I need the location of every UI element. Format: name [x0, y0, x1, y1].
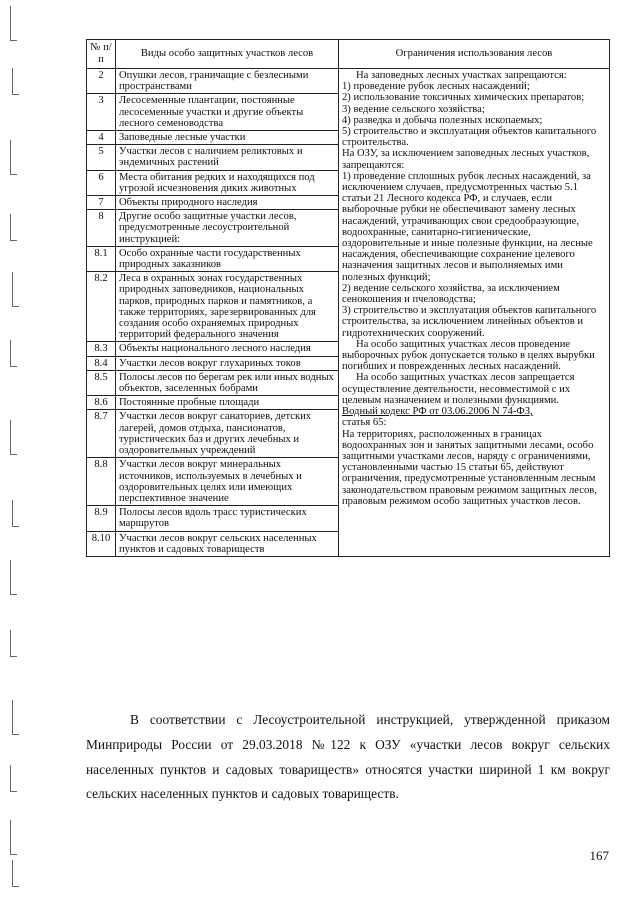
binding-mark: [10, 765, 17, 792]
body-paragraph: В соответствии с Лесоустроительной инструкцией, утвержденной приказом Минприроды России от 29.03.2018 №122 к ОЗУ «участки лесов вокруг сельских населенных пунктов и садовых товариществ» относятся участки шириной 1 км вокруг сельских населенных пунктов и садовых товариществ.: [86, 712, 610, 802]
restriction-paragraph: На особо защитных участках лесов запрещается осуществление деятельности, несовместимой с их целевым назначением и полезными функциями.: [342, 372, 575, 406]
binding-mark: [10, 820, 17, 855]
restriction-paragraph: 1) проведение рубок лесных насаждений;: [342, 81, 530, 93]
row-number: 8.2: [87, 272, 116, 342]
table-row: [87, 69, 610, 94]
binding-mark: [12, 500, 19, 527]
restrictions-cell: [339, 69, 610, 557]
binding-mark: [12, 272, 19, 307]
row-area-type: Полосы лесов по берегам рек или иных водных объектов, заселенных бобрами: [116, 370, 339, 395]
restriction-paragraph: На ОЗУ, за исключением заповедных лесных участков, запрещаются:: [342, 148, 590, 171]
row-number: 8.9: [87, 506, 116, 531]
row-number: 8.7: [87, 410, 116, 458]
binding-mark: [10, 630, 17, 657]
row-number: 8.10: [87, 531, 116, 556]
restriction-paragraph: 5) строительство и эксплуатация объектов капитального строительства.: [342, 126, 597, 149]
row-area-type: Объекты природного наследия: [116, 196, 339, 210]
row-number: 4: [87, 131, 116, 145]
restriction-paragraph: 1) проведение сплошных рубок лесных насаждений, за исключением случаев, предусмотренных частью 5.1 статьи 21 Лесного кодекса РФ, и случаев, если выборочные рубки не обеспечивают замену лесных насаждений, утрачивающих свои средообразующие, водоохранные, санитарно-гигиенические, оздоровительные и иные полезные функции, на лесные насаждения, обеспечивающие сохранение целевого назначения защитных лесов и выполняемых ими полезных функций;: [342, 170, 593, 283]
row-number: 8: [87, 210, 116, 247]
row-number: 8.3: [87, 342, 116, 356]
row-area-type: Участки лесов вокруг минеральных источников, используемых в лечебных и оздоровительных целях или имеющих перспективное значение: [116, 458, 339, 506]
table-header-row: [87, 40, 610, 69]
row-area-type: Лесосеменные плантации, постоянные лесосеменные участки и другие объекты лесного семеноводства: [116, 94, 339, 131]
page-number: 167: [589, 848, 609, 863]
row-area-type: Заповедные лесные участки: [116, 131, 339, 145]
row-area-type: Леса в охранных зонах государственных природных заповедников, национальных парков, природных парков и памятников, а также территориях, зарезервированных для создания особо охраняемых природных территорий федерального значения: [116, 272, 339, 342]
header-num: № п/п: [87, 40, 116, 69]
row-area-type: Постоянные пробные площади: [116, 396, 339, 410]
row-area-type: Места обитания редких и находящихся под угрозой исчезновения диких животных: [116, 170, 339, 195]
row-area-type: Объекты национального лесного наследия: [116, 342, 339, 356]
binding-mark: [10, 420, 17, 455]
restriction-paragraph: статья 65:: [342, 417, 387, 429]
restriction-paragraph: 3) ведение сельского хозяйства;: [342, 103, 485, 115]
binding-mark: [10, 140, 17, 175]
row-area-type: Участки лесов с наличием реликтовых и эндемичных растений: [116, 145, 339, 170]
header-types: Виды особо защитных участков лесов: [116, 40, 339, 69]
row-area-type: Полосы лесов вдоль трасс туристических маршрутов: [116, 506, 339, 531]
row-area-type: Особо охранные части государственных природных заказников: [116, 246, 339, 271]
ozu-table: [86, 39, 610, 557]
row-number: 2: [87, 69, 116, 94]
restriction-paragraph: 2) ведение сельского хозяйства, за исключением сенокошения и пчеловодства;: [342, 282, 560, 306]
restriction-paragraph: На заповедных лесных участках запрещаются:: [356, 70, 567, 81]
binding-mark: [10, 560, 17, 595]
row-area-type: Участки лесов вокруг санаториев, детских лагерей, домов отдыха, пансионатов, туристических баз и других лечебных и оздоровительных учреждений: [116, 410, 339, 458]
restriction-paragraph: 3) строительство и эксплуатация объектов капитального строительства, за исключением линейных объектов и гидротехнических сооружений.: [342, 305, 597, 339]
header-restrictions: Ограничения использования лесов: [339, 40, 610, 69]
binding-marks: [0, 0, 30, 905]
row-number: 6: [87, 170, 116, 195]
binding-mark: [12, 700, 19, 735]
row-number: 8.6: [87, 396, 116, 410]
restriction-paragraph: На особо защитных участках лесов проведение выборочных рубок допускается только в целях вырубки погибших и поврежденных лесных насаждений.: [342, 338, 595, 373]
binding-mark: [10, 340, 17, 367]
binding-mark: [12, 860, 19, 887]
row-area-type: Участки лесов вокруг глухариных токов: [116, 356, 339, 370]
binding-mark: [10, 214, 17, 241]
row-number: 3: [87, 94, 116, 131]
restriction-paragraph: 2) использование токсичных химических препаратов;: [342, 92, 585, 104]
row-number: 5: [87, 145, 116, 170]
row-area-type: Опушки лесов, граничащие с безлесными пространствами: [116, 69, 339, 94]
row-area-type: Другие особо защитные участки лесов, предусмотренные лесоустроительной инструкцией:: [116, 210, 339, 247]
row-number: 7: [87, 196, 116, 210]
restriction-paragraph: На территориях, расположенных в границах водоохранных зон и занятых защитными лесами, особо защитными участками лесов, наряду с ограничениями, установленными частью 15 статьи 65, действуют ограничения, предусмотренные установленным лесным законодательством правовым режимом защитных лесов, правовым режимом особо защитных участков лесов.: [342, 428, 597, 507]
binding-mark: [10, 6, 17, 41]
row-number: 8.1: [87, 246, 116, 271]
restriction-paragraph: 4) разведка и добыча полезных ископаемых;: [342, 114, 543, 126]
row-number: 8.4: [87, 356, 116, 370]
restriction-paragraph: Водный кодекс РФ от 03.06.2006 N 74-ФЗ,: [342, 406, 533, 418]
binding-mark: [12, 68, 19, 95]
row-area-type: Участки лесов вокруг сельских населенных пунктов и садовых товариществ: [116, 531, 339, 556]
row-number: 8.8: [87, 458, 116, 506]
row-number: 8.5: [87, 370, 116, 395]
